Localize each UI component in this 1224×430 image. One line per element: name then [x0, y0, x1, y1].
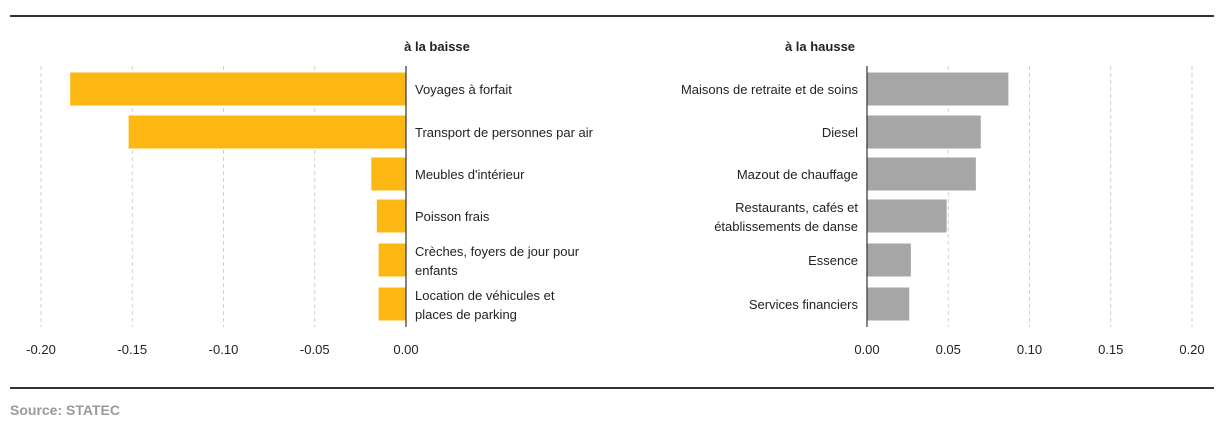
baisse-tick-label: -0.05	[299, 342, 330, 357]
hausse-tick-label: 0.20	[1179, 342, 1205, 357]
hausse-bar-4	[867, 200, 947, 233]
baisse-chart-title: à la baisse	[404, 39, 470, 54]
baisse-category-label: Crèches, foyers de jour pour	[415, 244, 580, 259]
baisse-bar-6	[379, 288, 406, 321]
source-note: Source: STATEC	[10, 402, 120, 418]
baisse-category-label: Poisson frais	[415, 209, 490, 224]
hausse-category-label: Diesel	[821, 125, 858, 140]
hausse-bar-3	[867, 158, 976, 191]
baisse-tick-label: -0.15	[117, 342, 148, 357]
hausse-chart-title: à la hausse	[784, 39, 856, 54]
hausse-tick-label: 0.15	[1098, 342, 1124, 357]
hausse-bar-5	[867, 244, 911, 277]
hausse-category-label: Restaurants, cafés et	[735, 200, 858, 215]
hausse-tick-label: 0.00	[854, 342, 880, 357]
hausse-category-label: Mazout de chauffage	[736, 167, 858, 182]
baisse-category-label: Voyages à forfait	[415, 82, 512, 97]
baisse-category-label: enfants	[415, 263, 458, 278]
hausse-bar-6	[867, 288, 909, 321]
baisse-tick-label: 0.00	[393, 342, 419, 357]
baisse-bar-4	[377, 200, 406, 233]
hausse-category-label: Maisons de retraite et de soins	[680, 82, 858, 97]
baisse-category-label: Transport de personnes par air	[415, 125, 594, 140]
hausse-category-label: Services financiers	[748, 297, 858, 312]
baisse-bar-2	[129, 116, 406, 149]
baisse-bar-3	[371, 158, 406, 191]
baisse-category-label: places de parking	[415, 307, 517, 322]
baisse-bar-5	[379, 244, 406, 277]
hausse-tick-label: 0.10	[1016, 342, 1043, 357]
hausse-bar-1	[867, 73, 1008, 106]
bottom-rule	[10, 387, 1214, 389]
hausse-tick-label: 0.05	[935, 342, 961, 357]
baisse-bar-1	[70, 73, 406, 106]
baisse-category-label: Location de véhicules et	[415, 288, 555, 303]
baisse-tick-label: -0.10	[208, 342, 239, 357]
hausse-category-label: Essence	[808, 253, 858, 268]
baisse-category-label: Meubles d'intérieur	[415, 167, 525, 182]
hausse-category-label: établissements de danse	[714, 219, 858, 234]
baisse-tick-label: -0.20	[26, 342, 56, 357]
hausse-bar-2	[867, 116, 981, 149]
